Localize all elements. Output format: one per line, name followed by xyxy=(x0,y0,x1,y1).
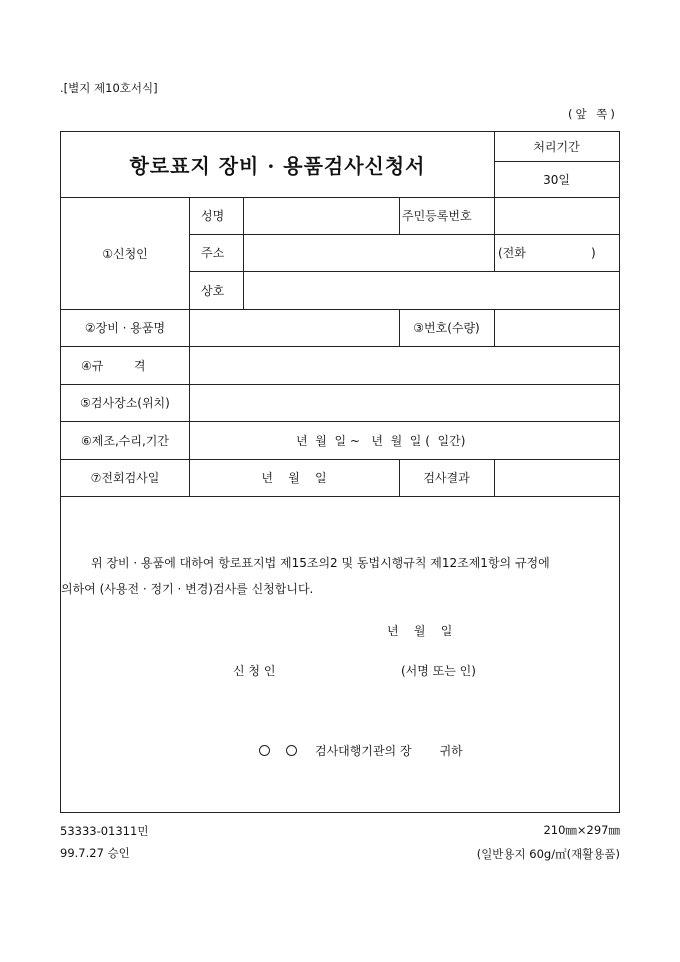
honorific: 귀하 xyxy=(439,744,463,758)
company-label: 상호 xyxy=(201,283,225,298)
previous-inspection-date[interactable]: 년 월 일 xyxy=(261,471,327,485)
form-number: .[별지 제10호서식] xyxy=(60,81,158,95)
signature-placeholder[interactable]: (서명 또는 인) xyxy=(401,664,476,678)
form-code: 53333-01311민 xyxy=(60,824,149,838)
name-label: 성명 xyxy=(201,209,225,223)
approval-date: 99.7.27 승인 xyxy=(60,846,130,860)
rrn-field[interactable] xyxy=(494,197,619,234)
equipment-name-field[interactable] xyxy=(189,309,399,346)
circle-mark-icon xyxy=(259,745,270,756)
page-side-label: (앞 쪽) xyxy=(568,107,618,121)
manufacture-period-label: ⑥제조,수리,기간 xyxy=(81,433,169,448)
equipment-name-label: ②장비 · 용품명 xyxy=(84,321,166,335)
processing-period-label: 처리기간 xyxy=(533,140,580,154)
number-quantity-field[interactable] xyxy=(494,309,619,346)
manufacture-period-value[interactable]: 년 월 일 ~ 년 월 일 ( 일간) xyxy=(296,433,466,448)
spec-label: ④규 격 xyxy=(81,358,146,373)
previous-inspection-label: ⑦전회검사일 xyxy=(90,471,160,485)
divider xyxy=(399,197,400,234)
spec-field[interactable] xyxy=(189,346,619,384)
address-label: 주소 xyxy=(201,246,225,260)
address-field[interactable] xyxy=(243,234,494,271)
processing-period-value: 30일 xyxy=(543,172,570,187)
name-field[interactable] xyxy=(243,197,399,234)
applicant-label: ①신청인 xyxy=(102,246,148,261)
paper-size: 210㎜×297㎜ xyxy=(543,823,620,837)
inspection-result-label: 검사결과 xyxy=(423,471,470,485)
inspection-result-field[interactable] xyxy=(494,459,619,496)
application-date: 년 월 일 xyxy=(387,624,453,638)
company-field[interactable] xyxy=(243,271,619,309)
recipient-line xyxy=(259,742,463,759)
inspection-location-label: ⑤검사장소(위치) xyxy=(80,396,170,410)
number-quantity-label: ③번호(수량) xyxy=(413,321,480,335)
rrn-label: 주민등록번호 xyxy=(402,209,472,223)
application-form xyxy=(60,131,620,813)
phone-close: ) xyxy=(591,245,596,260)
circle-mark-icon xyxy=(286,745,297,756)
paper-type: (일반용지 60g/㎡(재활용품) xyxy=(476,847,620,861)
application-statement-line1: 위 장비 · 용품에 대하여 항로표지법 제15조의2 및 동법시행규칙 제12조제1항의 규정에 xyxy=(91,556,550,570)
phone-label: (전화 xyxy=(498,246,526,260)
recipient-title: 검사대행기관의 장 xyxy=(315,744,412,758)
application-statement-line2: 의하여 (사용전 · 정기 · 변경)검사를 신청합니다. xyxy=(61,582,314,596)
form-title: 항로표지 장비 · 용품검사신청서 xyxy=(129,154,426,178)
applicant-sign-label: 신 청 인 xyxy=(233,664,276,678)
inspection-location-field[interactable] xyxy=(189,384,619,421)
divider xyxy=(61,496,619,497)
